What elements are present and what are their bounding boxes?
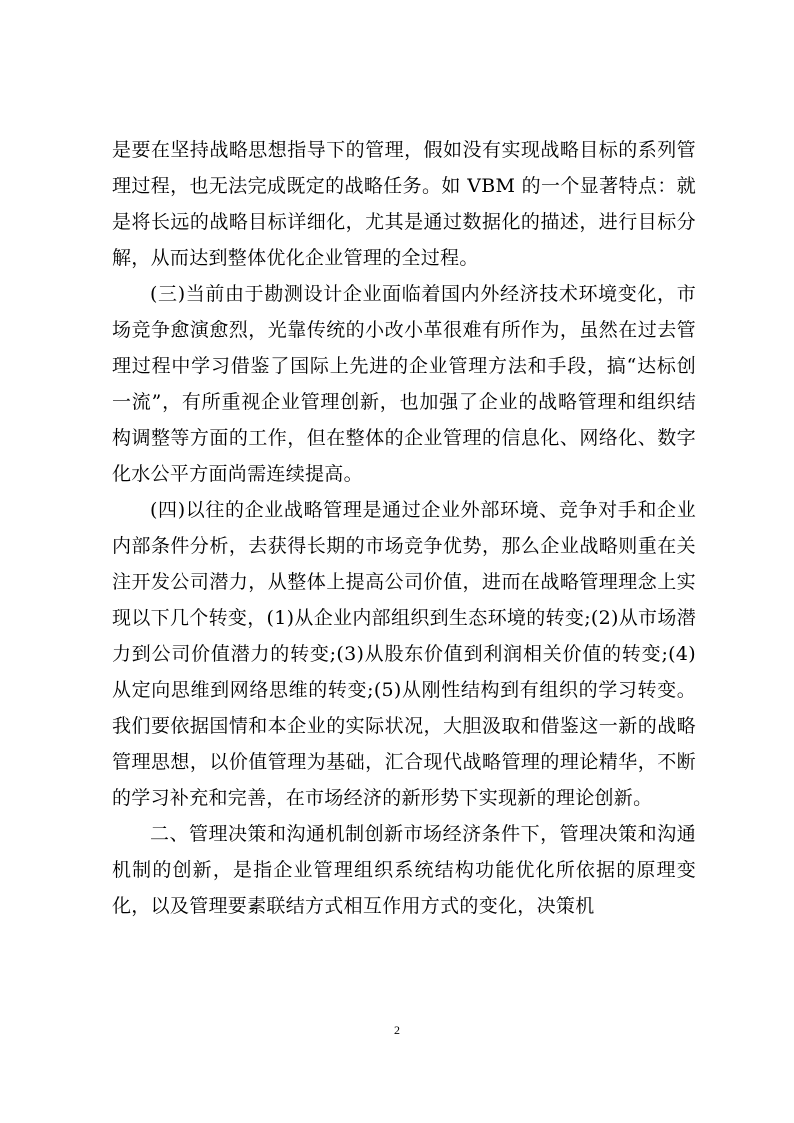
document-body — [112, 132, 696, 924]
page-number: 2 — [394, 1023, 400, 1037]
paragraph-continuation: 是要在坚持战略思想指导下的管理，假如没有实现战略目标的系列管理过程，也无法完成既定的战略任务。如 VBM 的一个显著特点：就是将长远的战略目标详细化，尤其是通过数据化的描述，进行目标分解，从而达到整体优化企业管理的全过程。 — [112, 139, 696, 269]
paragraph-section-4: (四)以往的企业战略管理是通过企业外部环境、竞争对手和企业内部条件分析，去获得长期的市场竞争优势，那么企业战略则重在关注开发公司潜力，从整体上提高公司价值，进而在战略管理理念上实现以下几个转变，(1)从企业内部组织到生态环境的转变;(2)从市场潜力到公司价值潜力的转变;(3)从股东价值到利润相关价值的转变;(4)从定向思维到网络思维的转变;(5)从刚性结构到有组织的学习转变。我们要依据国情和本企业的实际状况，大胆汲取和借鉴这一新的战略管理思想，以价值管理为基础，汇合现代战略管理的理论精华，不断的学习补充和完善，在市场经济的新形势下实现新的理论创新。 — [112, 499, 696, 809]
paragraph-section-3: (三)当前由于勘测设计企业面临着国内外经济技术环境变化，市场竞争愈演愈烈，光靠传统的小改小革很难有所作为，虽然在过去管理过程中学习借鉴了国际上先进的企业管理方法和手段，搞“达标创一流”，有所重视企业管理创新，也加强了企业的战略管理和组织结构调整等方面的工作，但在整体的企业管理的信息化、网络化、数字化水公平方面尚需连续提高。 — [112, 283, 696, 485]
paragraph-decision-communication: 二、管理决策和沟通机制创新市场经济条件下，管理决策和沟通机制的创新，是指企业管理组织系统结构功能优化所依据的原理变化，以及管理要素联结方式相互作用方式的变化，决策机 — [112, 823, 696, 917]
